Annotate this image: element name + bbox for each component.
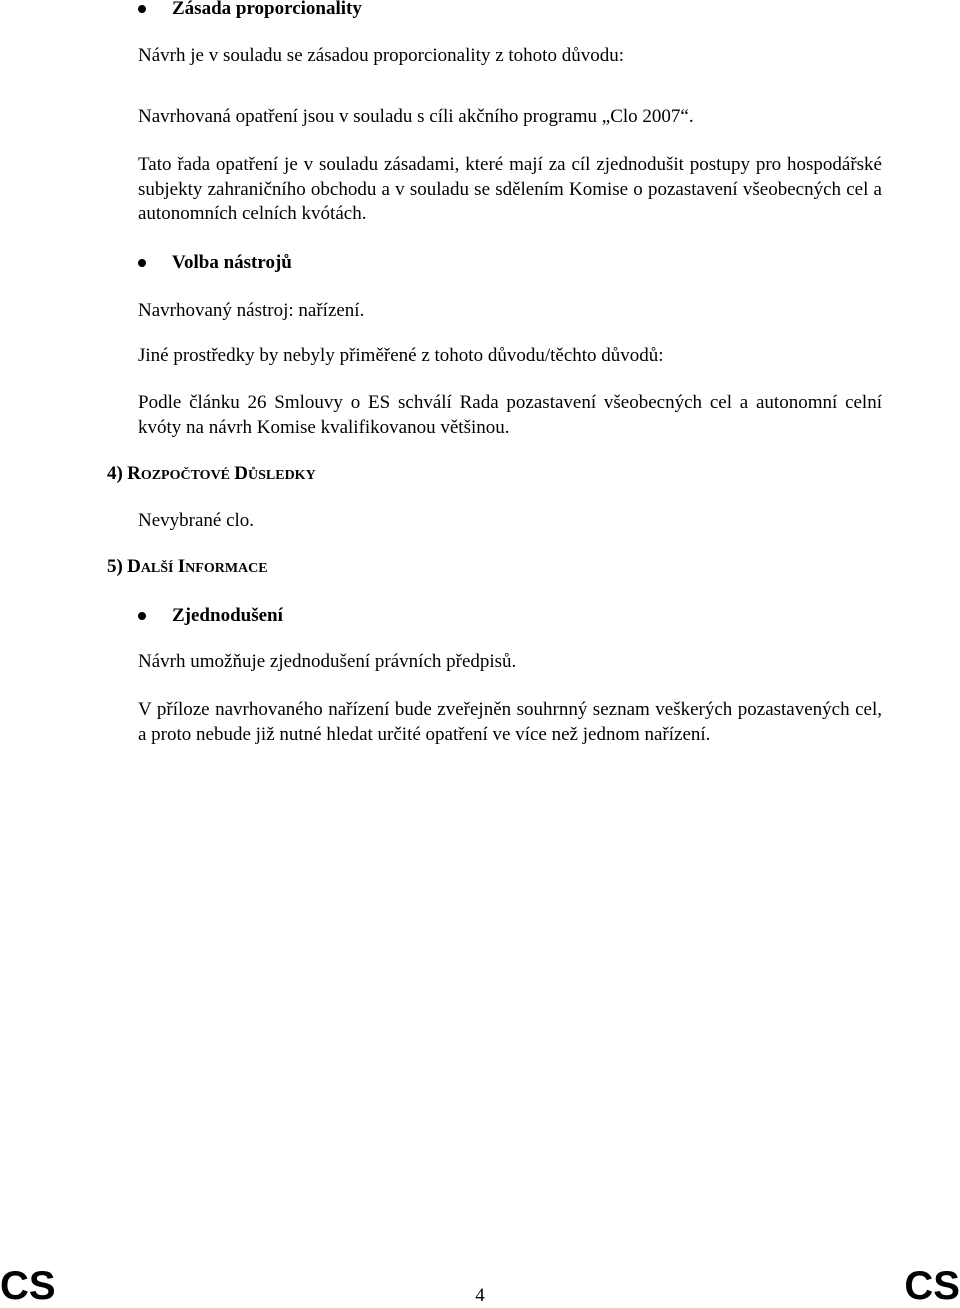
bullet-dot-icon (138, 5, 146, 13)
other-means-text: Jiné prostředky by nebyly přiměřené z tohoto důvodu/těchto důvodů: (138, 345, 664, 366)
simplification-paragraph: V příloze navrhovaného nařízení bude zveřejněn souhrnný seznam veškerých pozastavených cel, a proto nebude již nutné hledat určité opatření ve více než jednom nařízení. (138, 699, 882, 745)
bullet-instruments (138, 251, 292, 275)
proportionality-paragraph: Tato řada opatření je v souladu zásadami, které mají za cíl zjednodušit postupy pro hospodářské subjekty zahraničního obchodu a v souladu se sdělením Komise o pozastavení všeobecných cel a autonomních celních kvótách. (138, 154, 882, 224)
section-5-number: 5) (107, 556, 123, 577)
proportionality-intro: Návrh je v souladu se zásadou proporcionality z tohoto důvodu: (138, 45, 624, 66)
simplification-text: Návrh umožňuje zjednodušení právních předpisů. (138, 651, 517, 672)
bullet-proportionality (138, 0, 362, 21)
bullet-simplification (138, 604, 283, 628)
section-4-number: 4) (107, 463, 123, 484)
bullet-dot-icon (138, 612, 146, 620)
footer-lang-left: CS (0, 1264, 56, 1308)
proportionality-clo-2007: Navrhovaná opatření jsou v souladu s cíli akčního programu „Clo 2007“. (138, 106, 694, 127)
proposed-instrument: Navrhovaný nástroj: nařízení. (138, 300, 365, 321)
footer-lang-right: CS (904, 1264, 960, 1308)
instruments-paragraph: Podle článku 26 Smlouvy o ES schválí Rada pozastavení všeobecných cel a autonomní celní kvóty na návrh Komise kvalifikovanou většinou. (138, 392, 882, 438)
section-4-heading: 4) ROZPOČTOVÉ DŮSLEDKY (107, 463, 316, 484)
bullet-title-simplification: Zjednodušení (172, 605, 283, 626)
footer-page-number: 4 (475, 1285, 485, 1306)
bullet-title-proportionality: Zásada proporcionality (172, 0, 362, 19)
section-5-heading: 5) DALŠÍ INFORMACE (107, 556, 268, 577)
section-4-text: Nevybrané clo. (138, 510, 255, 531)
bullet-dot-icon (138, 259, 146, 267)
bullet-title-instruments: Volba nástrojů (172, 252, 292, 273)
